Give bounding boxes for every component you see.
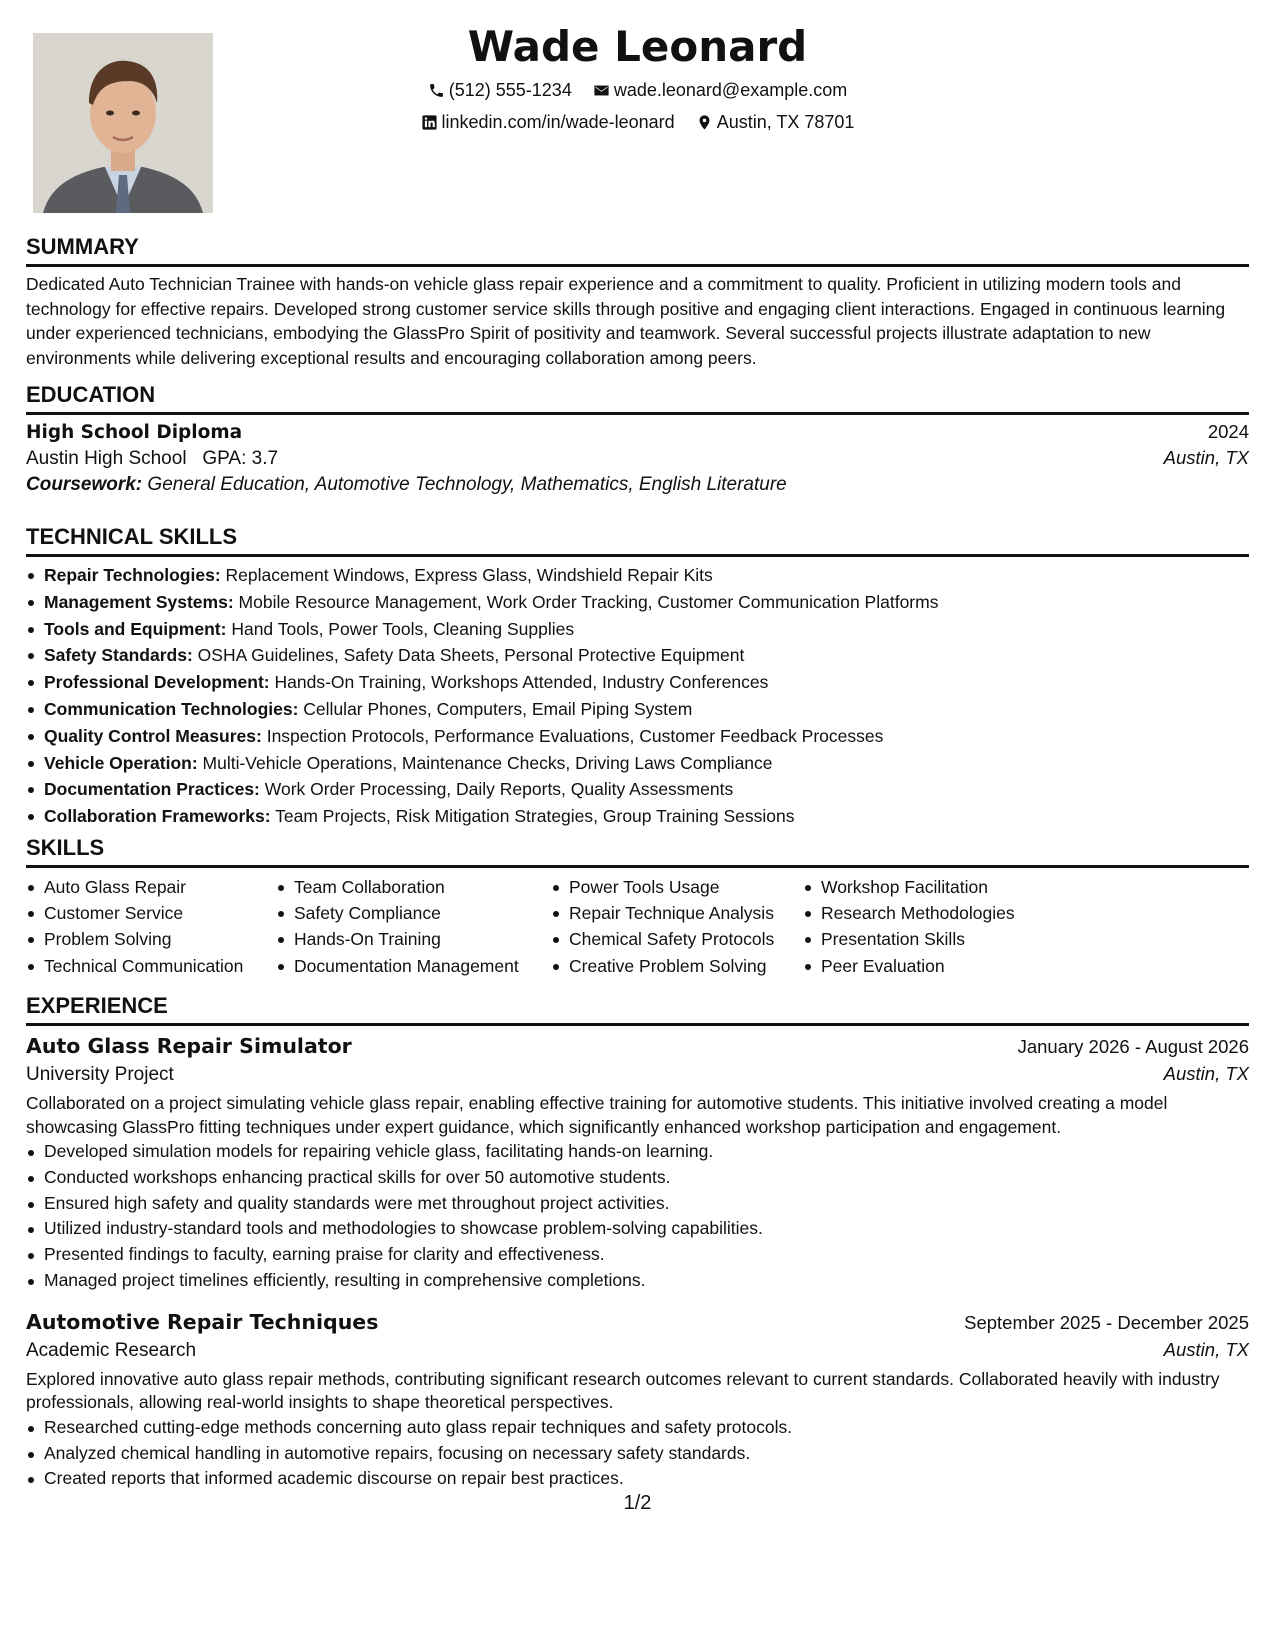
experience-list — [26, 1034, 1249, 1492]
technical-skill-item — [26, 589, 1249, 616]
technical-skill-item — [26, 642, 1249, 669]
email-item[interactable] — [593, 80, 847, 101]
job-bullet: Analyzed chemical handling in automotive repairs, focusing on necessary safety standards. — [26, 1441, 1249, 1467]
skills-list — [803, 874, 1063, 979]
phone-icon — [428, 82, 445, 99]
technical-skill-value: Mobile Resource Management, Work Order Tracking, Customer Communication Platforms — [238, 591, 939, 612]
job-organization: Academic Research — [26, 1339, 197, 1361]
job-bullet: Utilized industry-standard tools and methodologies to showcase problem-solving capabilities. — [26, 1216, 1249, 1242]
coursework-label: Coursework: — [26, 474, 143, 495]
technical-skill-label: Documentation Practices: — [44, 779, 260, 800]
degree-name: High School Diploma — [26, 422, 243, 443]
skills-list — [26, 874, 276, 979]
technical-skill-item — [26, 776, 1249, 803]
skill-item: Presentation Skills — [803, 926, 1063, 952]
job-entry — [26, 1310, 1249, 1492]
job-title: Auto Glass Repair Simulator — [26, 1034, 352, 1058]
skills-column — [276, 874, 551, 979]
map-pin-icon — [696, 114, 713, 131]
technical-skill-label: Quality Control Measures: — [44, 725, 262, 746]
job-location: Austin, TX — [1163, 1338, 1249, 1360]
section-title: SKILLS — [26, 835, 105, 860]
coursework — [26, 474, 1249, 496]
job-subheader — [26, 1339, 1249, 1362]
skill-item: Auto Glass Repair — [26, 874, 276, 900]
gpa: GPA: 3.7 — [202, 448, 279, 469]
page-number: 1/2 — [623, 1492, 652, 1514]
job-description: Explored innovative auto glass repair methods, contributing significant research outcomes relevant to current standards. Collaborated heavily with industry professionals, allowing real-world insights to shape theoretical perspectives. — [26, 1368, 1220, 1413]
education-row-1 — [26, 421, 1249, 443]
school-info — [26, 448, 278, 470]
job-bullet: Researched cutting-edge methods concerning auto glass repair techniques and safety protocols. — [26, 1415, 1249, 1441]
email-text: wade.leonard@example.com — [613, 80, 848, 100]
linkedin-icon — [421, 114, 438, 131]
coursework-list: General Education, Automotive Technology, Mathematics, English Literature — [147, 474, 787, 495]
section-title: TECHNICAL SKILLS — [26, 524, 238, 549]
technical-skill-label: Management Systems: — [44, 591, 234, 612]
technical-skill-label: Safety Standards: — [44, 645, 193, 666]
technical-skill-value: Multi-Vehicle Operations, Maintenance Checks, Driving Laws Compliance — [202, 752, 773, 773]
technical-skill-value: Team Projects, Risk Mitigation Strategies, Group Training Sessions — [275, 806, 795, 827]
job-bullet: Created reports that informed academic discourse on repair best practices. — [26, 1466, 1249, 1492]
job-header — [26, 1310, 1249, 1334]
technical-skill-value: Hands-On Training, Workshops Attended, Industry Conferences — [274, 672, 769, 693]
skill-item: Repair Technique Analysis — [551, 900, 803, 926]
envelope-icon — [593, 82, 610, 99]
skills-section — [26, 834, 1249, 979]
job-bullets — [26, 1139, 1249, 1294]
technical-skills-list — [26, 562, 1249, 830]
section-divider — [26, 264, 1249, 267]
school-location: Austin, TX — [1163, 447, 1249, 468]
candidate-name: Wade Leonard — [467, 22, 808, 71]
skill-item: Creative Problem Solving — [551, 953, 803, 979]
job-header — [26, 1034, 1249, 1058]
linkedin-item[interactable] — [421, 112, 675, 133]
education-row-2 — [26, 447, 1249, 470]
technical-skill-item — [26, 669, 1249, 696]
skills-column — [551, 874, 803, 979]
technical-skill-value: Cellular Phones, Computers, Email Piping System — [303, 698, 693, 719]
technical-skill-value: Replacement Windows, Express Glass, Windshield Repair Kits — [225, 565, 713, 585]
job-dates: September 2025 - December 2025 — [964, 1311, 1249, 1333]
summary-section — [26, 233, 1249, 370]
job-dates: January 2026 - August 2026 — [1017, 1036, 1249, 1057]
job-organization: University Project — [26, 1064, 174, 1085]
skill-item: Technical Communication — [26, 953, 276, 979]
technical-skill-label: Repair Technologies: — [44, 565, 221, 585]
technical-skill-label: Communication Technologies: — [44, 698, 299, 719]
technical-skill-item — [26, 696, 1249, 723]
technical-skill-value: OSHA Guidelines, Safety Data Sheets, Personal Protective Equipment — [197, 645, 745, 666]
job-location: Austin, TX — [1163, 1063, 1249, 1084]
technical-skill-label: Tools and Equipment: — [44, 618, 227, 639]
technical-skill-label: Vehicle Operation: — [44, 752, 198, 773]
job-bullets — [26, 1415, 1249, 1492]
technical-skill-item — [26, 803, 1249, 830]
job-description: Collaborated on a project simulating vehicle glass repair, enabling effective training for automotive students. This initiative involved creating a model showcasing GlassPro fitting techniques under expert guidance, which significantly enhanced workshop participation and engagement. — [26, 1093, 1168, 1137]
skill-item: Customer Service — [26, 900, 276, 926]
skill-item: Chemical Safety Protocols — [551, 926, 803, 952]
location-item — [696, 112, 855, 133]
job-bullet: Developed simulation models for repairing vehicle glass, facilitating hands-on learning. — [26, 1139, 1249, 1165]
technical-skill-value: Inspection Protocols, Performance Evaluations, Customer Feedback Processes — [266, 725, 884, 746]
job-entry — [26, 1034, 1249, 1294]
graduation-year: 2024 — [1207, 421, 1249, 442]
technical-skill-label: Collaboration Frameworks: — [44, 806, 271, 827]
education-section — [26, 381, 1249, 496]
skills-column — [26, 874, 276, 979]
section-title: SUMMARY — [26, 234, 139, 259]
job-bullet: Managed project timelines efficiently, resulting in comprehensive completions. — [26, 1268, 1249, 1294]
skill-item: Power Tools Usage — [551, 874, 803, 900]
skills-list — [551, 874, 803, 979]
skill-item: Workshop Facilitation — [803, 874, 1063, 900]
linkedin-text: linkedin.com/in/wade-leonard — [441, 112, 675, 132]
skills-grid — [26, 874, 1249, 979]
skills-list — [276, 874, 551, 979]
phone-item[interactable] — [428, 80, 572, 101]
location-text: Austin, TX 78701 — [716, 112, 855, 132]
phone-text: (512) 555-1234 — [448, 80, 572, 100]
skill-item: Safety Compliance — [276, 900, 551, 926]
job-bullet: Presented findings to faculty, earning praise for clarity and effectiveness. — [26, 1242, 1249, 1268]
skill-item: Peer Evaluation — [803, 953, 1063, 979]
section-divider — [26, 554, 1249, 557]
technical-skill-item — [26, 616, 1249, 643]
skill-item: Hands-On Training — [276, 926, 551, 952]
section-title: EXPERIENCE — [26, 993, 168, 1018]
skill-item: Research Methodologies — [803, 900, 1063, 926]
technical-skill-value: Hand Tools, Power Tools, Cleaning Supplies — [231, 618, 575, 639]
section-title: EDUCATION — [26, 382, 156, 407]
contact-row-1 — [0, 80, 1275, 104]
contact-row-2 — [0, 112, 1275, 136]
technical-skill-label: Professional Development: — [44, 672, 270, 693]
job-bullet: Conducted workshops enhancing practical skills for over 50 automotive students. — [26, 1165, 1249, 1191]
experience-section — [26, 992, 1249, 1492]
technical-skill-item — [26, 562, 1249, 589]
skill-item: Documentation Management — [276, 953, 551, 979]
job-subheader — [26, 1063, 1249, 1086]
skill-item: Problem Solving — [26, 926, 276, 952]
technical-skill-item — [26, 723, 1249, 750]
skills-column — [803, 874, 1063, 979]
job-title: Automotive Repair Techniques — [26, 1309, 379, 1334]
section-divider — [26, 412, 1249, 415]
summary-text: Dedicated Auto Technician Trainee with hands-on vehicle glass repair experience and a commitment to quality. Proficient in utilizing modern tools and technology for effective repairs. Developed strong customer service skills through positive and engaging client interactions. Engaged in continuous learning under experienced technicians, embodying the GlassPro Spirit of positivity and teamwork. Several successful projects illustrate adaptation to new environments while delivering exceptional results and encouraging collaboration among peers. — [26, 274, 1226, 368]
school-name: Austin High School — [26, 448, 187, 469]
technical-skills-section — [26, 523, 1249, 830]
section-divider — [26, 1023, 1249, 1026]
technical-skill-value: Work Order Processing, Daily Reports, Quality Assessments — [264, 779, 734, 800]
technical-skill-item — [26, 750, 1249, 777]
skill-item: Team Collaboration — [276, 874, 551, 900]
section-divider — [26, 865, 1249, 868]
job-bullet: Ensured high safety and quality standards were met throughout project activities. — [26, 1191, 1249, 1217]
